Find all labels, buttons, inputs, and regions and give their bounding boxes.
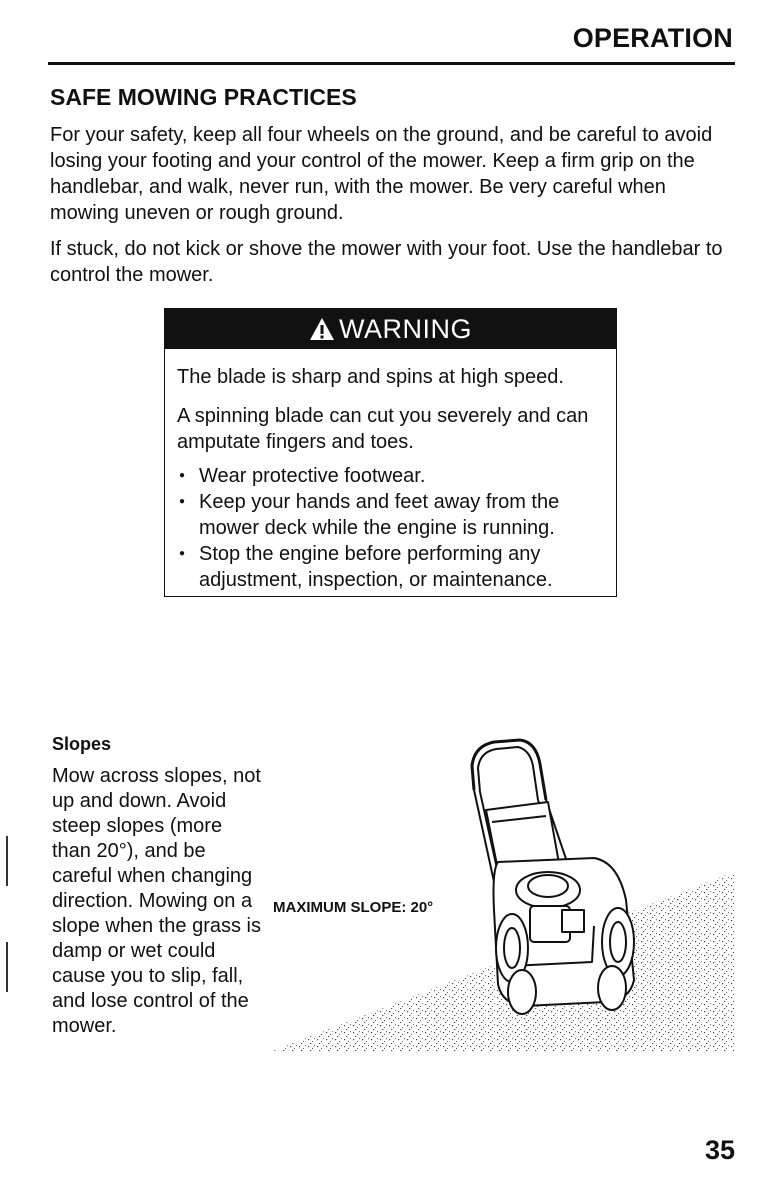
safety-paragraph: For your safety, keep all four wheels on the ground, and be careful to avoid losing your footing and your control of the mower. Keep a firm grip on the handlebar, and walk, never run, with the mower. Be very careful when mowing uneven or rough ground. — [50, 124, 713, 224]
revision-bar — [6, 942, 8, 992]
warning-line-2: A spinning blade can cut you severely and can amputate fingers and toes. — [177, 405, 589, 453]
warning-bullets — [177, 463, 607, 593]
warning-bullet: ● Wear protective footwear. — [177, 463, 607, 489]
warning-label: WARNING — [339, 313, 472, 344]
revision-bar — [6, 836, 8, 886]
header-title: OPERATION — [572, 23, 733, 53]
warning-header — [165, 309, 616, 349]
mower-on-slope-illustration — [262, 730, 737, 1060]
max-slope-label: MAXIMUM SLOPE: 20° — [273, 899, 434, 916]
stuck-paragraph: If stuck, do not kick or shove the mower with your foot. Use the handlebar to control the mower. — [50, 238, 723, 286]
warning-bullet: ● Keep your hands and feet away from the mower deck while the engine is running. — [177, 489, 607, 541]
warning-line-1: The blade is sharp and spins at high speed. — [177, 366, 564, 388]
page-number: 35 — [704, 1135, 735, 1165]
section-title: SAFE MOWING PRACTICES — [50, 84, 357, 110]
warning-bullet: ● Stop the engine before performing any adjustment, inspection, or maintenance. — [177, 541, 607, 593]
warning-box — [164, 308, 617, 597]
page-header — [48, 20, 735, 65]
slopes-title: Slopes — [52, 734, 112, 754]
slopes-text: Mow across slopes, not up and down. Avoid steep slopes (more than 20°), and be careful when changing direction. Mowing on a slope when the grass is damp or wet could cause you to slip, fall, and lose control of the mower. — [52, 765, 262, 1037]
warning-triangle-icon — [309, 317, 335, 341]
